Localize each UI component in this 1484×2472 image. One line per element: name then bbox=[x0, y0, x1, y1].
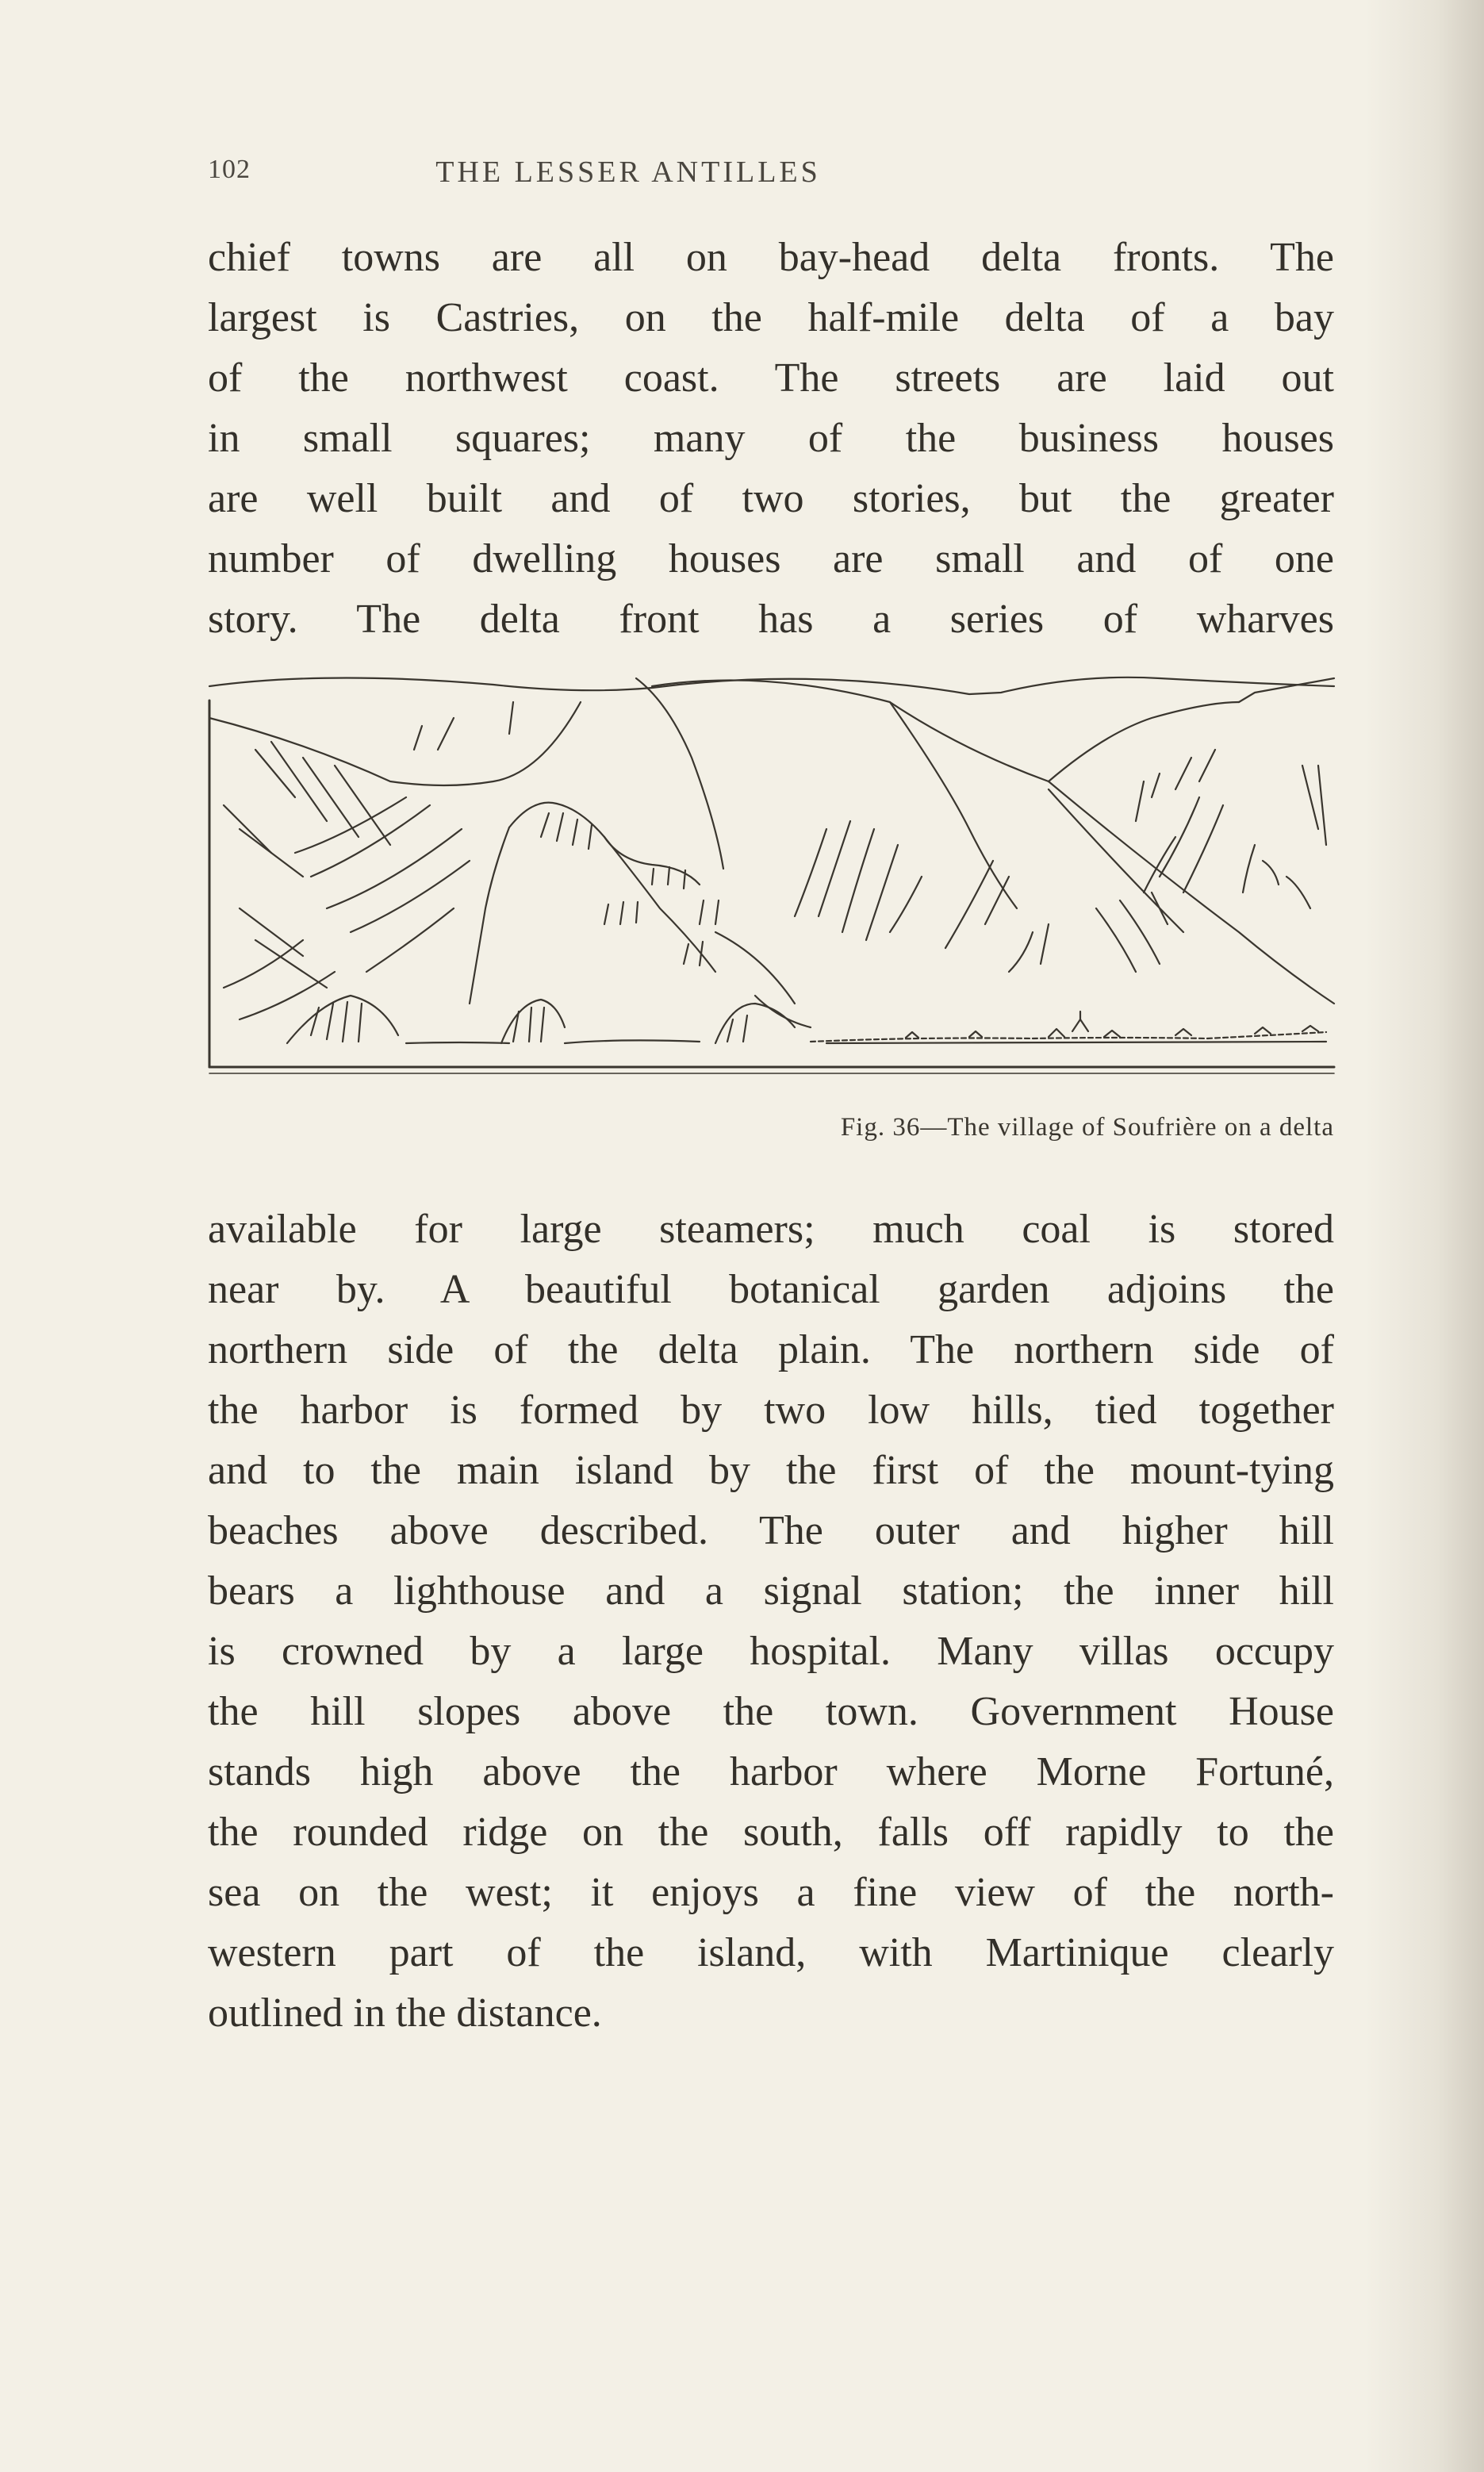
text-line: is crowned by a large hospital. Many villas occupy bbox=[208, 1629, 1334, 1674]
running-title: THE LESSER ANTILLES bbox=[435, 155, 821, 189]
page-number: 102 bbox=[208, 155, 251, 184]
text-line: sea on the west; it enjoys a fine view of the north- bbox=[208, 1870, 1334, 1915]
text-line: available for large steamers; much coal is stored bbox=[208, 1207, 1334, 1252]
page-edge-shadow bbox=[1365, 0, 1484, 2472]
body-text-top bbox=[208, 228, 1334, 650]
text-line: story. The delta front has a series of wharves bbox=[208, 597, 1334, 642]
text-line: and to the main island by the first of the mount-tying bbox=[208, 1448, 1334, 1493]
text-line: the hill slopes above the town. Government House bbox=[208, 1689, 1334, 1734]
body-text-bottom bbox=[208, 1200, 1334, 2044]
text-line: western part of the island, with Martinique clearly bbox=[208, 1930, 1334, 1975]
text-line: northern side of the delta plain. The northern side of bbox=[208, 1327, 1334, 1372]
figure-soufriere-sketch bbox=[208, 670, 1337, 1091]
text-line: number of dwelling houses are small and of one bbox=[208, 536, 1334, 582]
text-line: of the northwest coast. The streets are laid out bbox=[208, 355, 1334, 401]
text-line: the rounded ridge on the south, falls off rapidly to the bbox=[208, 1810, 1334, 1855]
text-line: bears a lighthouse and a signal station; the inner hill bbox=[208, 1568, 1334, 1614]
soufriere-delta-drawing bbox=[208, 670, 1337, 1091]
text-line: stands high above the harbor where Morne Fortuné, bbox=[208, 1749, 1334, 1795]
text-line: the harbor is formed by two low hills, tied together bbox=[208, 1388, 1334, 1433]
text-line: beaches above described. The outer and higher hill bbox=[208, 1508, 1334, 1553]
text-line: outlined in the distance. bbox=[208, 1990, 602, 2036]
text-line: largest is Castries, on the half-mile delta of a bay bbox=[208, 295, 1334, 340]
text-line: chief towns are all on bay-head delta fronts. The bbox=[208, 235, 1334, 280]
text-line: are well built and of two stories, but the greater bbox=[208, 476, 1334, 521]
running-head bbox=[208, 155, 1334, 202]
figure-caption: Fig. 36—The village of Soufrière on a delta bbox=[840, 1113, 1334, 1142]
text-line: near by. A beautiful botanical garden adjoins the bbox=[208, 1267, 1334, 1312]
text-line: in small squares; many of the business houses bbox=[208, 416, 1334, 461]
